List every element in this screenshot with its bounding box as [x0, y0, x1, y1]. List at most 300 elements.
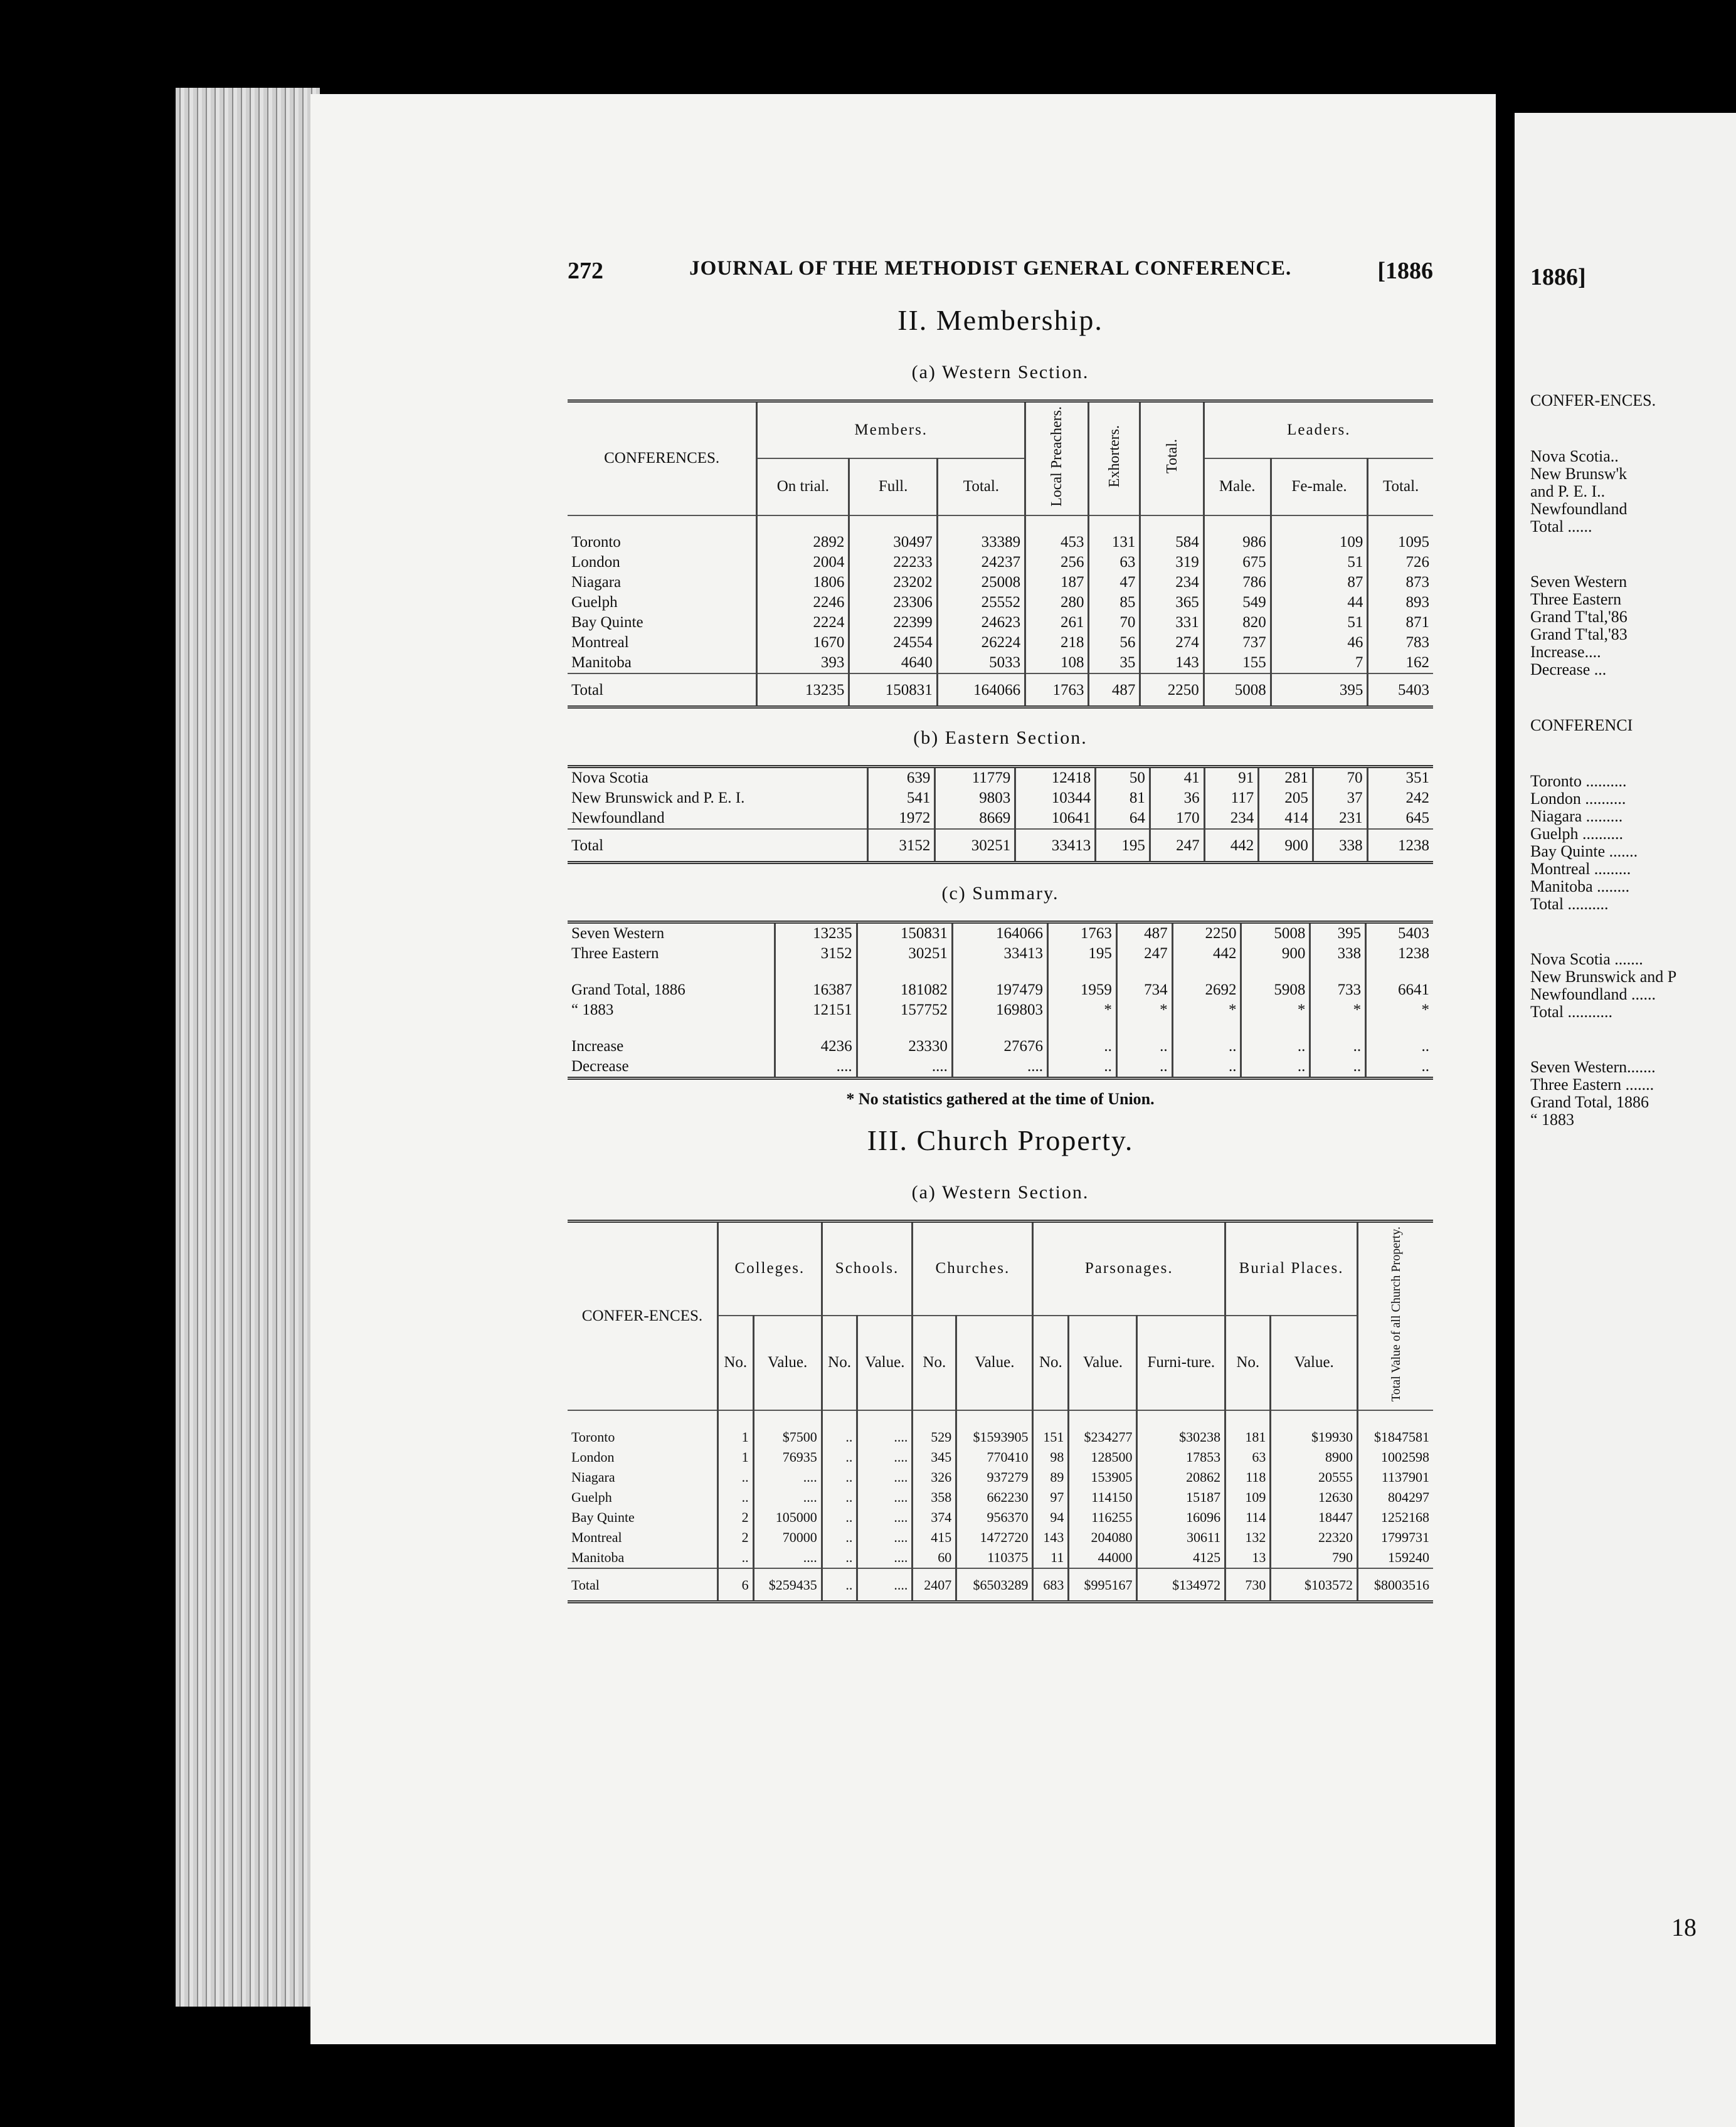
- book-gutter: [1496, 94, 1515, 2069]
- table-cell: *: [1310, 1000, 1366, 1020]
- table-cell: 36: [1150, 788, 1204, 808]
- right-page-line: Three Eastern .......: [1530, 1075, 1654, 1094]
- table-cell: 24237: [937, 552, 1025, 573]
- table-row: [568, 552, 1433, 573]
- table-cell: 44: [1271, 593, 1368, 613]
- table-cell: 247: [1116, 944, 1172, 964]
- table-cell: ....: [857, 1528, 913, 1548]
- table-cell: ....: [857, 1467, 913, 1487]
- table-cell: ..: [822, 1507, 857, 1528]
- right-page-line: Seven Western.......: [1530, 1058, 1656, 1076]
- table-row: [568, 1037, 1433, 1057]
- table-cell: 986: [1204, 532, 1271, 552]
- footnote: * No statistics gathered at the time of Union.: [846, 1089, 1155, 1108]
- table-cell: 91: [1204, 768, 1259, 788]
- table-cell: ..: [1366, 1057, 1433, 1077]
- table-cell: 109: [1271, 532, 1368, 552]
- table-cell: 365: [1140, 593, 1204, 613]
- table-cell: 242: [1367, 788, 1433, 808]
- right-page-line: Montreal .........: [1530, 860, 1631, 878]
- table-cell: 24623: [937, 613, 1025, 633]
- table-cell: 3152: [775, 944, 857, 964]
- table-cell: ..: [717, 1487, 753, 1507]
- table-cell: 197479: [952, 980, 1047, 1000]
- table-row: [568, 829, 1433, 861]
- table-row: [568, 1548, 1433, 1568]
- table-cell: 786: [1204, 573, 1271, 593]
- table-cell: 150831: [857, 924, 952, 944]
- table-cell: $30238: [1137, 1427, 1225, 1447]
- table-cell: 326: [913, 1467, 956, 1487]
- table-cell: 645: [1367, 808, 1433, 829]
- table-cell: 87: [1271, 573, 1368, 593]
- table-cell: ....: [753, 1548, 822, 1568]
- table-cell: 12418: [1015, 768, 1096, 788]
- table-cell: 12151: [775, 1000, 857, 1020]
- table-cell: ..: [717, 1467, 753, 1487]
- col-total-officers: Total.: [1140, 403, 1204, 515]
- table-cell: 734: [1116, 980, 1172, 1000]
- row-label: Niagara: [571, 1469, 615, 1486]
- table-cell: 17853: [1137, 1447, 1225, 1467]
- right-page-line: Toronto ..........: [1530, 772, 1627, 790]
- table-cell: $134972: [1137, 1568, 1225, 1600]
- right-page-line: Three Eastern: [1530, 590, 1622, 608]
- table-cell: ..: [1047, 1037, 1116, 1057]
- right-block-eastern: [1530, 448, 1731, 536]
- table-row: [568, 788, 1433, 808]
- table-cell: *: [1047, 1000, 1116, 1020]
- table-cell: 33389: [937, 532, 1025, 552]
- table-cell: 10641: [1015, 808, 1096, 829]
- right-page-line: London ..........: [1530, 789, 1626, 808]
- western-membership-table: [568, 403, 1433, 705]
- table-cell: ..: [1366, 1037, 1433, 1057]
- row-label: New Brunswick and P. E. I.: [571, 789, 745, 806]
- right-block-western: [1530, 773, 1731, 913]
- table-cell: 549: [1204, 593, 1271, 613]
- table-cell: ..: [1047, 1057, 1116, 1077]
- table-cell: 46: [1271, 633, 1368, 653]
- right-page-line: Increase....: [1530, 643, 1601, 661]
- table-cell: 675: [1204, 552, 1271, 573]
- table-row: [568, 768, 1433, 788]
- table-cell: $19930: [1271, 1427, 1358, 1447]
- table-cell: 261: [1025, 613, 1089, 633]
- table-row: [568, 1507, 1433, 1528]
- table-row: [568, 1568, 1433, 1600]
- table-cell: 64: [1096, 808, 1150, 829]
- col-furniture: Furni-ture.: [1137, 1316, 1225, 1410]
- row-label: Total: [568, 829, 868, 861]
- col-on-trial: On trial.: [757, 458, 849, 515]
- table-cell: 1799731: [1358, 1528, 1433, 1548]
- table-cell: 231: [1313, 808, 1367, 829]
- table-cell: 442: [1204, 829, 1259, 861]
- col-members-total: Total.: [937, 458, 1025, 515]
- table-cell: 487: [1116, 924, 1172, 944]
- table-cell: 274: [1140, 633, 1204, 653]
- table-cell: ..: [1172, 1037, 1241, 1057]
- rule: [568, 705, 1433, 709]
- table-cell: $8003516: [1358, 1568, 1433, 1600]
- right-page-line: New Brunswick and P: [1530, 968, 1677, 986]
- table-cell: 1472720: [956, 1528, 1033, 1548]
- col-male: Male.: [1204, 458, 1271, 515]
- table-cell: $1847581: [1358, 1427, 1433, 1447]
- row-label: Three Eastern: [571, 944, 659, 962]
- table-cell: 2: [717, 1528, 753, 1548]
- spacer-row: [568, 515, 1433, 532]
- table-cell: ..: [1172, 1057, 1241, 1077]
- table-cell: 50: [1096, 768, 1150, 788]
- summary-body: [568, 924, 1433, 1077]
- right-page-line: Seven Western: [1530, 573, 1628, 591]
- table-cell: 393: [757, 653, 849, 673]
- table-cell: 30497: [849, 532, 937, 552]
- table-cell: 453: [1025, 532, 1089, 552]
- table-cell: 683: [1033, 1568, 1069, 1600]
- right-page-line: Niagara .........: [1530, 807, 1623, 825]
- table-cell: *: [1366, 1000, 1433, 1020]
- rule: [568, 861, 1433, 864]
- table-cell: 2407: [913, 1568, 956, 1600]
- spacer-row: [568, 1410, 1433, 1427]
- table-cell: 900: [1259, 829, 1313, 861]
- table-cell: ..: [1241, 1057, 1310, 1077]
- table-cell: *: [1172, 1000, 1241, 1020]
- table-cell: ..: [822, 1427, 857, 1447]
- right-page-line: Nova Scotia .......: [1530, 950, 1643, 968]
- table-cell: 2892: [757, 532, 849, 552]
- right-running-head: 1886]: [1530, 264, 1586, 290]
- table-cell: 1: [717, 1427, 753, 1447]
- right-page-line: Grand T'tal,'86: [1530, 608, 1628, 626]
- table-cell: 770410: [956, 1447, 1033, 1467]
- table-cell: 584: [1140, 532, 1204, 552]
- table-cell: 204080: [1069, 1528, 1137, 1548]
- table-cell: 98: [1033, 1447, 1069, 1467]
- running-head: [568, 257, 1433, 285]
- table-cell: 13235: [757, 673, 849, 705]
- col-leaders: Leaders.: [1204, 403, 1433, 458]
- row-label: Decrease: [571, 1057, 629, 1075]
- table-row: [568, 924, 1433, 944]
- table-cell: 18447: [1271, 1507, 1358, 1528]
- col-value: Value.: [1271, 1316, 1358, 1410]
- table-cell: 11: [1033, 1548, 1069, 1568]
- col-full: Full.: [849, 458, 937, 515]
- table-cell: 737: [1204, 633, 1271, 653]
- table-cell: 937279: [956, 1467, 1033, 1487]
- table-cell: 13235: [775, 924, 857, 944]
- col-total-value: Total Value of all Church Property.: [1358, 1223, 1433, 1410]
- table-cell: 783: [1368, 633, 1433, 653]
- table-cell: 5008: [1204, 673, 1271, 705]
- table-cell: 1238: [1367, 829, 1433, 861]
- table-row: [568, 1528, 1433, 1548]
- table-cell: ....: [857, 1057, 952, 1077]
- table-cell: 16096: [1137, 1507, 1225, 1528]
- table-row: [568, 633, 1433, 653]
- summary-heading: (c) Summary.: [941, 882, 1059, 904]
- table-cell: 109: [1225, 1487, 1271, 1507]
- eastern-membership-table: [568, 768, 1433, 861]
- table-cell: 1670: [757, 633, 849, 653]
- row-label: Toronto: [571, 533, 621, 551]
- row-label: London: [571, 553, 620, 571]
- row-label: Montreal: [571, 633, 629, 651]
- row-label: Toronto: [571, 1429, 615, 1445]
- table-cell: 114150: [1069, 1487, 1137, 1507]
- table-cell: 187: [1025, 573, 1089, 593]
- table-cell: 150831: [849, 673, 937, 705]
- table-cell: 12630: [1271, 1487, 1358, 1507]
- eastern-heading: (b) Eastern Section.: [913, 727, 1088, 748]
- table-row: [568, 1447, 1433, 1467]
- table-cell: 63: [1225, 1447, 1271, 1467]
- col-no: No.: [717, 1316, 753, 1410]
- table-cell: 7: [1271, 653, 1368, 673]
- table-cell: 2224: [757, 613, 849, 633]
- table-cell: 181082: [857, 980, 952, 1000]
- table-row: [568, 1057, 1433, 1077]
- table-cell: 20555: [1271, 1467, 1358, 1487]
- right-page-line: Total ...........: [1530, 1003, 1613, 1021]
- row-label: “ 1883: [571, 1001, 614, 1018]
- row-label: Total: [568, 1568, 717, 1600]
- right-page-text: [1530, 263, 1731, 1166]
- right-page-number: 18: [1671, 1913, 1696, 1941]
- right-page-line: Grand T'tal,'83: [1530, 625, 1628, 643]
- table-cell: 30251: [857, 944, 952, 964]
- table-cell: 1002598: [1358, 1447, 1433, 1467]
- table-cell: 8669: [935, 808, 1015, 829]
- property-table: [568, 1223, 1433, 1600]
- table-cell: 956370: [956, 1507, 1033, 1528]
- table-cell: 33413: [1015, 829, 1096, 861]
- right-page-line: “ 1883: [1530, 1111, 1575, 1129]
- right-page-line: Guelph ..........: [1530, 825, 1624, 843]
- col-conferences: CONFER-ENCES.: [568, 1223, 717, 1410]
- table-cell: 234: [1140, 573, 1204, 593]
- table-cell: 893: [1368, 593, 1433, 613]
- spacer-row: [568, 964, 1433, 980]
- table-cell: 726: [1368, 552, 1433, 573]
- western-heading: (a) Western Section.: [911, 362, 1089, 383]
- table-cell: 70000: [753, 1528, 822, 1548]
- table-cell: 804297: [1358, 1487, 1433, 1507]
- table-cell: 51: [1271, 552, 1368, 573]
- col-female: Fe-male.: [1271, 458, 1368, 515]
- row-label: Seven Western: [571, 924, 665, 942]
- table-cell: 529: [913, 1427, 956, 1447]
- row-label: Total: [568, 673, 757, 705]
- table-cell: ..: [822, 1447, 857, 1467]
- table-cell: 9803: [935, 788, 1015, 808]
- table-row: [568, 573, 1433, 593]
- property-body: [568, 1410, 1433, 1600]
- table-cell: 256: [1025, 552, 1089, 573]
- right-page-line: Nova Scotia..: [1530, 447, 1619, 465]
- table-cell: ..: [1116, 1057, 1172, 1077]
- table-cell: 733: [1310, 980, 1366, 1000]
- table-cell: 157752: [857, 1000, 952, 1020]
- col-no: No.: [1033, 1316, 1069, 1410]
- table-cell: 331: [1140, 613, 1204, 633]
- table-cell: 108: [1025, 653, 1089, 673]
- table-cell: 33413: [952, 944, 1047, 964]
- table-cell: 3152: [868, 829, 935, 861]
- table-cell: 23330: [857, 1037, 952, 1057]
- table-cell: 70: [1089, 613, 1140, 633]
- table-row: [568, 1427, 1433, 1447]
- table-cell: 2: [717, 1507, 753, 1528]
- table-cell: 730: [1225, 1568, 1271, 1600]
- col-no: No.: [1225, 1316, 1271, 1410]
- col-conferences: CONFERENCES.: [568, 403, 757, 515]
- table-cell: 35: [1089, 653, 1140, 673]
- row-label: Montreal: [571, 1529, 622, 1546]
- right-page-line: Decrease ...: [1530, 660, 1607, 678]
- col-members: Members.: [757, 403, 1025, 458]
- table-cell: 118: [1225, 1467, 1271, 1487]
- col-value: Value.: [753, 1316, 822, 1410]
- table-cell: 11779: [935, 768, 1015, 788]
- table-cell: ....: [775, 1057, 857, 1077]
- table-cell: ..: [822, 1528, 857, 1548]
- table-cell: 25008: [937, 573, 1025, 593]
- table-cell: 164066: [937, 673, 1025, 705]
- table-cell: 117: [1204, 788, 1259, 808]
- table-cell: 1095: [1368, 532, 1433, 552]
- table-row: [568, 980, 1433, 1000]
- table-cell: 195: [1096, 829, 1150, 861]
- row-label: Newfoundland: [571, 809, 665, 826]
- table-cell: 151: [1033, 1427, 1069, 1447]
- table-cell: 338: [1313, 829, 1367, 861]
- table-cell: ..: [717, 1548, 753, 1568]
- right-page-line: Total ..........: [1530, 895, 1609, 913]
- table-cell: 1137901: [1358, 1467, 1433, 1487]
- eastern-body: [568, 768, 1433, 861]
- table-cell: 319: [1140, 552, 1204, 573]
- table-cell: 442: [1172, 944, 1241, 964]
- row-label: Bay Quinte: [571, 1509, 635, 1526]
- table-cell: 23202: [849, 573, 937, 593]
- table-cell: 170: [1150, 808, 1204, 829]
- table-cell: 22399: [849, 613, 937, 633]
- table-row: [568, 593, 1433, 613]
- table-cell: 871: [1368, 613, 1433, 633]
- table-cell: ....: [857, 1507, 913, 1528]
- table-cell: 1972: [868, 808, 935, 829]
- right-block-summary: [1530, 573, 1731, 678]
- table-cell: 162: [1368, 653, 1433, 673]
- table-cell: ....: [857, 1568, 913, 1600]
- table-cell: ....: [952, 1057, 1047, 1077]
- col-burial-places: Burial Places.: [1225, 1223, 1358, 1316]
- table-cell: 2250: [1172, 924, 1241, 944]
- table-cell: 900: [1241, 944, 1310, 964]
- table-cell: $6503289: [956, 1568, 1033, 1600]
- table-cell: 13: [1225, 1548, 1271, 1568]
- right-page-line: Total ......: [1530, 517, 1592, 536]
- row-label: Nova Scotia: [571, 769, 648, 786]
- col-value: Value.: [1069, 1316, 1137, 1410]
- table-cell: 30251: [935, 829, 1015, 861]
- table-cell: 247: [1150, 829, 1204, 861]
- table-cell: 639: [868, 768, 935, 788]
- table-cell: 60: [913, 1548, 956, 1568]
- table-cell: 395: [1310, 924, 1366, 944]
- right-page-line: Newfoundland: [1530, 500, 1628, 518]
- table-cell: 30611: [1137, 1528, 1225, 1548]
- row-label: Grand Total, 1886: [571, 981, 685, 998]
- table-cell: 1959: [1047, 980, 1116, 1000]
- table-cell: 218: [1025, 633, 1089, 653]
- table-cell: ....: [753, 1467, 822, 1487]
- table-cell: 195: [1047, 944, 1116, 964]
- table-cell: $259435: [753, 1568, 822, 1600]
- row-label: Manitoba: [571, 653, 632, 671]
- col-value: Value.: [857, 1316, 913, 1410]
- table-row: [568, 808, 1433, 829]
- right-col-head: CONFER-ENCES.: [1530, 391, 1656, 409]
- table-cell: 70: [1313, 768, 1367, 788]
- table-cell: 37: [1313, 788, 1367, 808]
- table-cell: 26224: [937, 633, 1025, 653]
- table-cell: $1593905: [956, 1427, 1033, 1447]
- table-cell: 358: [913, 1487, 956, 1507]
- table-cell: 23306: [849, 593, 937, 613]
- table-cell: 63: [1089, 552, 1140, 573]
- row-label: Guelph: [571, 593, 618, 611]
- table-cell: 131: [1089, 532, 1140, 552]
- row-label: Guelph: [571, 1489, 612, 1506]
- table-cell: 15187: [1137, 1487, 1225, 1507]
- table-cell: 41: [1150, 768, 1204, 788]
- table-cell: ....: [857, 1487, 913, 1507]
- table-row: [568, 944, 1433, 964]
- table-cell: 4640: [849, 653, 937, 673]
- right-block-eastern-2: [1530, 951, 1731, 1021]
- property-heading: III. Church Property.: [867, 1124, 1134, 1156]
- table-cell: 169803: [952, 1000, 1047, 1020]
- table-cell: 351: [1367, 768, 1433, 788]
- table-cell: $995167: [1069, 1568, 1137, 1600]
- row-label: London: [571, 1449, 615, 1465]
- property-western-heading: (a) Western Section.: [911, 1181, 1089, 1203]
- row-label: Niagara: [571, 573, 622, 591]
- table-cell: 110375: [956, 1548, 1033, 1568]
- table-cell: 4236: [775, 1037, 857, 1057]
- table-cell: 338: [1310, 944, 1366, 964]
- table-cell: 24554: [849, 633, 937, 653]
- table-cell: ....: [857, 1447, 913, 1467]
- table-cell: 81: [1096, 788, 1150, 808]
- table-row: [568, 613, 1433, 633]
- table-cell: $234277: [1069, 1427, 1137, 1447]
- table-cell: 415: [913, 1528, 956, 1548]
- table-cell: 205: [1259, 788, 1313, 808]
- table-cell: 22233: [849, 552, 937, 573]
- table-cell: 76935: [753, 1447, 822, 1467]
- table-cell: 1238: [1366, 944, 1433, 964]
- table-cell: 6: [717, 1568, 753, 1600]
- table-cell: 2246: [757, 593, 849, 613]
- table-cell: 374: [913, 1507, 956, 1528]
